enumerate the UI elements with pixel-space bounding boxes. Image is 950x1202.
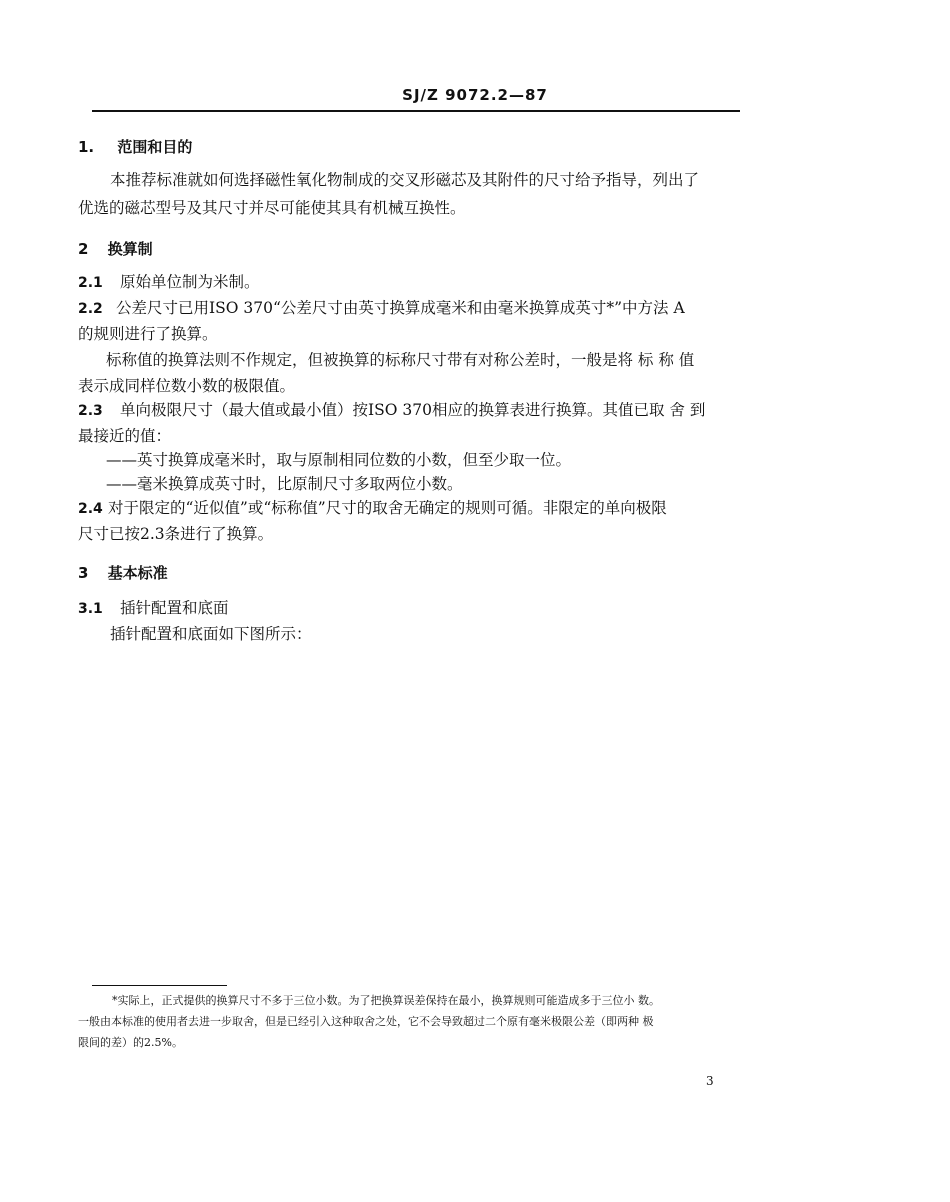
clause-2-4-line-1 [78, 496, 667, 518]
section-2-title: 换算制 [107, 240, 153, 258]
section-1-paragraph-line-2: 优选的磁芯型号及其尺寸并尽可能使其具有机械互换性。 [78, 199, 466, 217]
footnote-rule [92, 985, 227, 986]
clause-2-3-text-line-1: 单向极限尺寸（最大值或最小值）按ISO 370相应的换算表进行换算。其值已取 舍 到 [120, 401, 706, 419]
clause-2-3-dash-1: ——英寸换算成毫米时，取与原制相同位数的小数，但至少取一位。 [106, 451, 572, 469]
section-1-number: 1. [78, 138, 95, 156]
section-2-heading [78, 238, 153, 259]
footnote-line-2: 一般由本标准的使用者去进一步取舍，但是已经引入这种取舍之处，它不会导致超过二个原有毫米极限公差（即两种 极 [78, 1015, 654, 1028]
section-3-number: 3 [78, 564, 89, 582]
clause-2-3-line-2: 最接近的值： [78, 427, 172, 445]
clause-2-1-number: 2.1 [78, 275, 103, 291]
footnote-line-3: 限间的差）的2.5%。 [78, 1036, 183, 1049]
document-code: SJ/Z 9072.2—87 [402, 86, 548, 104]
clause-3-1-number: 3.1 [78, 601, 103, 617]
clause-2-2-line-3: 标称值的换算法则不作规定，但被换算的标称尺寸带有对称公差时，一般是将 标 称 值 [106, 351, 695, 369]
clause-2-3-dash-2: ——毫米换算成英寸时，比原制尺寸多取两位小数。 [106, 475, 463, 493]
footnote-line-1: *实际上，正式提供的换算尺寸不多于三位小数。为了把换算误差保持在最小，换算规则可能造成多于三位小 数。 [112, 994, 660, 1007]
clause-2-3-line-1 [78, 398, 705, 420]
clause-2-2-text-line-1: 公差尺寸已用ISO 370“公差尺寸由英寸换算成毫米和由毫米换算成英寸*”中方法 A [116, 299, 685, 317]
clause-2-1-text: 原始单位制为米制。 [120, 273, 260, 291]
clause-2-1 [78, 270, 260, 292]
section-2-number: 2 [78, 240, 89, 258]
header-rule [92, 110, 740, 112]
clause-2-4-text-line-1: 对于限定的“近似值”或“标称值”尺寸的取舍无确定的规则可循。非限定的单向极限 [108, 499, 667, 517]
clause-3-1-text: 插针配置和底面 [120, 599, 229, 617]
clause-3-1 [78, 596, 229, 618]
section-1-heading [78, 136, 192, 157]
section-1-paragraph-line-1: 本推荐标准就如何选择磁性氧化物制成的交叉形磁芯及其附件的尺寸给予指导，列出了 [110, 171, 700, 189]
clause-2-4-line-2: 尺寸已按2.3条进行了换算。 [78, 525, 274, 543]
clause-2-3-number: 2.3 [78, 403, 103, 419]
page-number: 3 [706, 1074, 714, 1088]
section-1-title: 范围和目的 [117, 138, 193, 156]
clause-2-4-number: 2.4 [78, 501, 103, 517]
clause-3-1-line-2: 插针配置和底面如下图所示： [110, 625, 312, 643]
clause-2-2-number: 2.2 [78, 301, 103, 317]
section-3-title: 基本标准 [107, 564, 168, 582]
clause-2-2-line-4: 表示成同样位数小数的极限值。 [78, 377, 296, 395]
clause-2-2-line-1 [78, 296, 685, 318]
section-3-heading [78, 562, 168, 583]
clause-2-2-line-2: 的规则进行了换算。 [78, 325, 218, 343]
